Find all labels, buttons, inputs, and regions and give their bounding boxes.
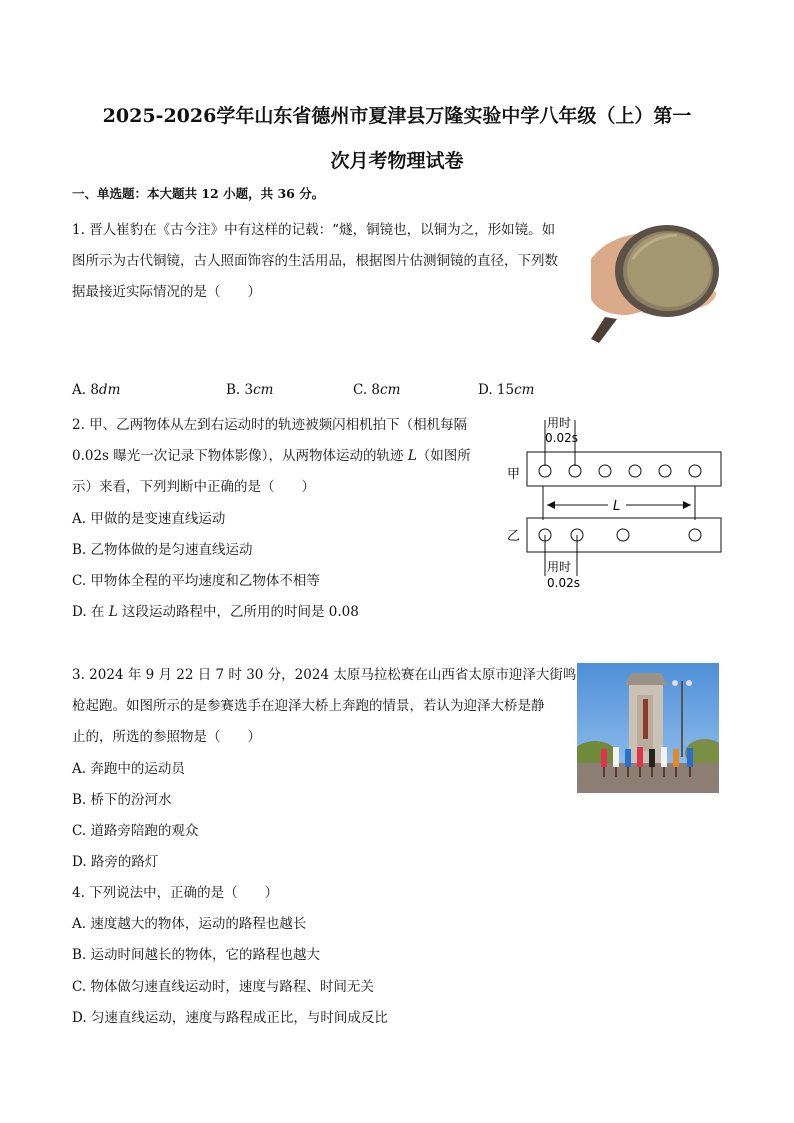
q2-option-d-var: L	[108, 604, 118, 620]
q1-option-d-text: D. 15	[478, 382, 515, 398]
diagram-length-label: L	[613, 499, 621, 514]
q2-option-d[interactable]	[72, 600, 359, 620]
q2-option-d-part2: 这段运动路程中，乙所用的时间是 0.08	[117, 604, 359, 620]
exam-title-line2: 次月考物理试卷	[330, 150, 464, 172]
diagram-bottom-label-1: 用时	[547, 560, 572, 574]
q1-option-c[interactable]	[353, 382, 400, 398]
q4-option-b[interactable]: B. 运动时间越长的物体，它的路程也越大	[72, 947, 321, 963]
row1-dot	[539, 465, 551, 477]
row1-dot	[689, 465, 701, 477]
q3-option-b[interactable]: B. 桥下的汾河水	[72, 792, 172, 808]
q3-option-a[interactable]: A. 奔跑中的运动员	[72, 761, 185, 777]
row2-frame	[527, 518, 721, 552]
q2-line2	[72, 444, 471, 464]
section-heading: 一、单选题：本大题共 12 小题，共 36 分。	[72, 186, 325, 201]
motion-trace-diagram	[503, 414, 725, 594]
exam-title	[0, 94, 794, 184]
q2-option-b[interactable]: B. 乙物体做的是匀速直线运动	[72, 542, 253, 558]
q3-line1: 3. 2024 年 9 月 22 日 7 时 30 分，2024 太原马拉松赛在山西省太原市迎泽大街鸣	[72, 667, 577, 683]
diagram-bottom-label-2: 0.02s	[547, 576, 580, 590]
diagram-top-label-1: 用时	[547, 416, 572, 430]
q4-option-c[interactable]: C. 物体做匀速直线运动时，速度与路程、时间无关	[72, 979, 374, 995]
q2-option-a[interactable]: A. 甲做的是变速直线运动	[72, 511, 226, 527]
q1-option-c-unit: cm	[380, 382, 401, 398]
q2-option-c[interactable]: C. 甲物体全程的平均速度和乙物体不相等	[72, 573, 320, 589]
bronze-mirror-photo	[587, 219, 720, 343]
q1-option-a-unit: dm	[98, 382, 121, 398]
q2-line2-part2: （如图所	[416, 448, 471, 464]
marathon-bridge-photo	[577, 663, 719, 793]
row2-dot	[689, 529, 701, 541]
diagram-top-label-2: 0.02s	[545, 431, 578, 445]
q3-line2: 枪起跑。如图所示的是参赛选手在迎泽大桥上奔跑的情景，若认为迎泽大桥是静	[72, 698, 545, 714]
row1-dot	[599, 465, 611, 477]
exam-title-line1: 2025-2026学年山东省德州市夏津县万隆实验中学八年级（上）第一	[102, 105, 692, 127]
q1-option-d[interactable]	[478, 382, 534, 398]
q1-option-a[interactable]	[72, 382, 120, 398]
q2-line1: 2. 甲、乙两物体从左到右运动时的轨迹被频闪相机拍下（相机每隔	[72, 417, 468, 433]
q1-line2: 图所示为古代铜镜，古人照面饰容的生活用品，根据图片估测铜镜的直径，下列数	[72, 253, 558, 269]
diagram-row2-label: 乙	[507, 529, 521, 544]
q2-line2-part1: 0.02s 曝光一次记录下物体影像），从两物体运动的轨迹	[72, 448, 408, 464]
q4-option-a[interactable]: A. 速度越大的物体，运动的路程也越长	[72, 916, 307, 932]
q1-option-d-unit: cm	[514, 382, 535, 398]
diagram-row1-label: 甲	[507, 467, 521, 482]
q2-line2-var: L	[407, 448, 417, 464]
row1-frame	[527, 452, 721, 486]
q1-option-a-text: A. 8	[72, 382, 99, 398]
q3-line3: 止的，所选的参照物是（ ）	[72, 729, 261, 745]
row1-dot	[569, 465, 581, 477]
q4-line1: 4. 下列说法中，正确的是（ ）	[72, 885, 279, 901]
q1-option-b-unit: cm	[253, 382, 274, 398]
q1-line1: 1. 晋人崔豹在《古今注》中有这样的记载：“燧，铜镜也，以铜为之，形如镜。如	[72, 222, 556, 238]
q3-option-c[interactable]: C. 道路旁陪跑的观众	[72, 823, 199, 839]
q1-option-b-text: B. 3	[226, 382, 254, 398]
row2-dot	[617, 529, 629, 541]
q1-line3: 据最接近实际情况的是（ ）	[72, 284, 261, 300]
row1-dot	[629, 465, 641, 477]
q3-option-d[interactable]: D. 路旁的路灯	[72, 854, 159, 870]
q1-option-c-text: C. 8	[353, 382, 381, 398]
q2-line3: 示）来看，下列判断中正确的是（ ）	[72, 479, 315, 495]
row1-dot	[659, 465, 671, 477]
q1-option-b[interactable]	[226, 382, 273, 398]
q2-option-d-part1: D. 在	[72, 604, 109, 620]
q4-option-d[interactable]: D. 匀速直线运动，速度与路程成正比，与时间成反比	[72, 1010, 388, 1026]
